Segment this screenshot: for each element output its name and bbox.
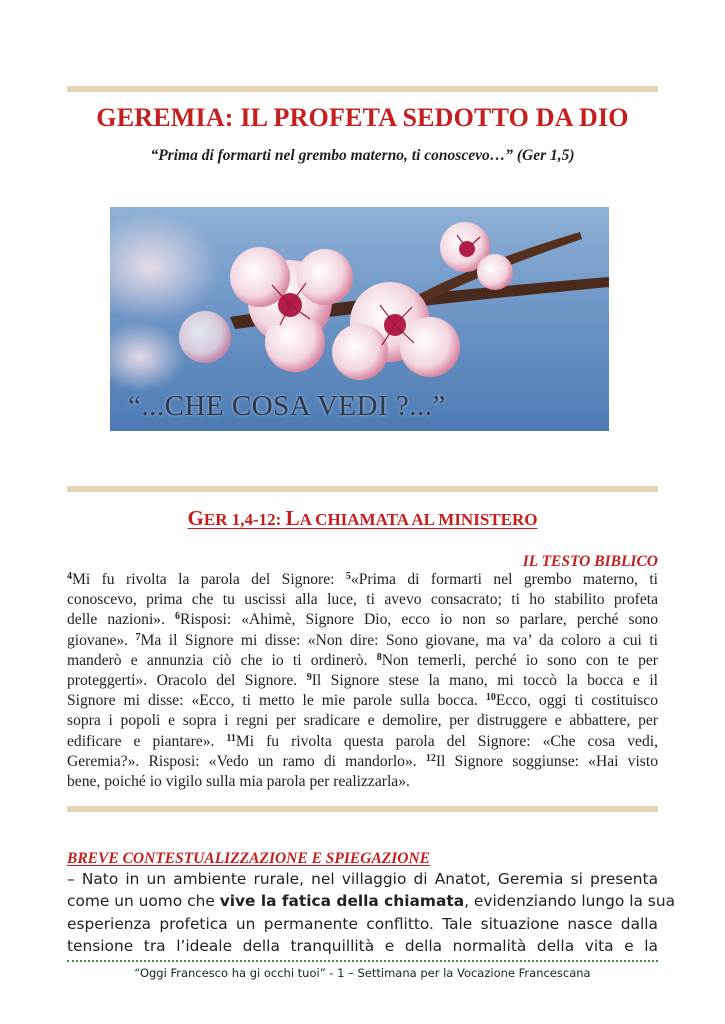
section-divider [67, 486, 658, 492]
passage-line: sopra i popoli e sopra i regni per sradicare e demolire, per distruggere e abbattere, per [67, 712, 658, 730]
almond-blossom-image [110, 207, 609, 431]
passage-line: Geremia?». Risposi: «Vedo un ramo di mandorlo». $^{12}$Il Signore soggiunse: «Hai visto [67, 752, 658, 770]
page-title: GEREMIA: IL PROFETA SEDOTTO DA DIO [96, 103, 629, 132]
image-caption: “...CHE COSA VEDI ?...” [128, 390, 446, 422]
passage-line: conoscevo, prima che tu uscissi alla luce, ti avevo consacrato; ti ho stabilito profeta [67, 591, 658, 609]
passage-line: bene, poiché io vigilo sulla mia parola per realizzarla». [67, 773, 410, 791]
passage-line: $^4$Mi fu rivolta la parola del Signore: $^5$«Prima di formarti nel grembo materno, ti [67, 571, 658, 588]
page-subtitle: “Prima di formarti nel grembo materno, ti conoscevo…” (Ger 1,5) [150, 147, 575, 164]
explanation-line: tensione tra l’ideale della tranquillità e della normalità della vita e la [67, 936, 658, 955]
passage-line: Signore mi disse: «Ecco, ti metto le mie parole sulla bocca. $^{10}$Ecco, oggi ti costituisco [67, 692, 658, 710]
bible-text-label: IL TESTO BIBLICO [522, 553, 658, 570]
explanation-text [67, 868, 676, 957]
top-divider [67, 86, 658, 92]
section-title: GER 1,4-12: LA CHIAMATA AL MINISTERO [187, 506, 538, 530]
explanation-line: come un uomo che vive la fatica della chiamata, evidenziando lungo la sua [67, 892, 676, 911]
passage-line: delle nazioni». $^6$Risposi: «Ahimè, Signore Dio, ecco io non so parlare, perché sono [67, 611, 658, 629]
passage-line: edificare e piantare». $^{11}$Mi fu rivolta questa parola del Signore: «Che cosa vedi, [67, 732, 658, 750]
section-divider-2 [67, 806, 658, 812]
passage-line: giovane». $^7$Ma il Signore mi disse: «Non dire: Sono giovane, ma va’ da coloro a cui ti [67, 631, 658, 649]
bible-passage [67, 570, 658, 792]
explanation-line: – Nato in un ambiente rurale, nel villaggio di Anatot, Geremia si presenta [67, 870, 658, 888]
explanation-heading: BREVE CONTESTUALIZZAZIONE E SPIEGAZIONE [67, 850, 431, 867]
explanation-line: esperienza profetica un permanente conflitto. Tale situazione nasce dalla [67, 914, 658, 933]
passage-line: manderò e annunzia ciò che io ti ordinerò. $^8$Non temerli, perché io sono con te per [67, 651, 658, 669]
page-footer: “Oggi Francesco ha gi occhi tuoi” - 1 – Settimana per la Vocazione Francescana [134, 966, 591, 980]
footer-divider [67, 960, 658, 962]
passage-line: proteggerti». Oracolo del Signore. $^9$Il Signore stese la mano, mi toccò la bocca e il [67, 672, 658, 690]
